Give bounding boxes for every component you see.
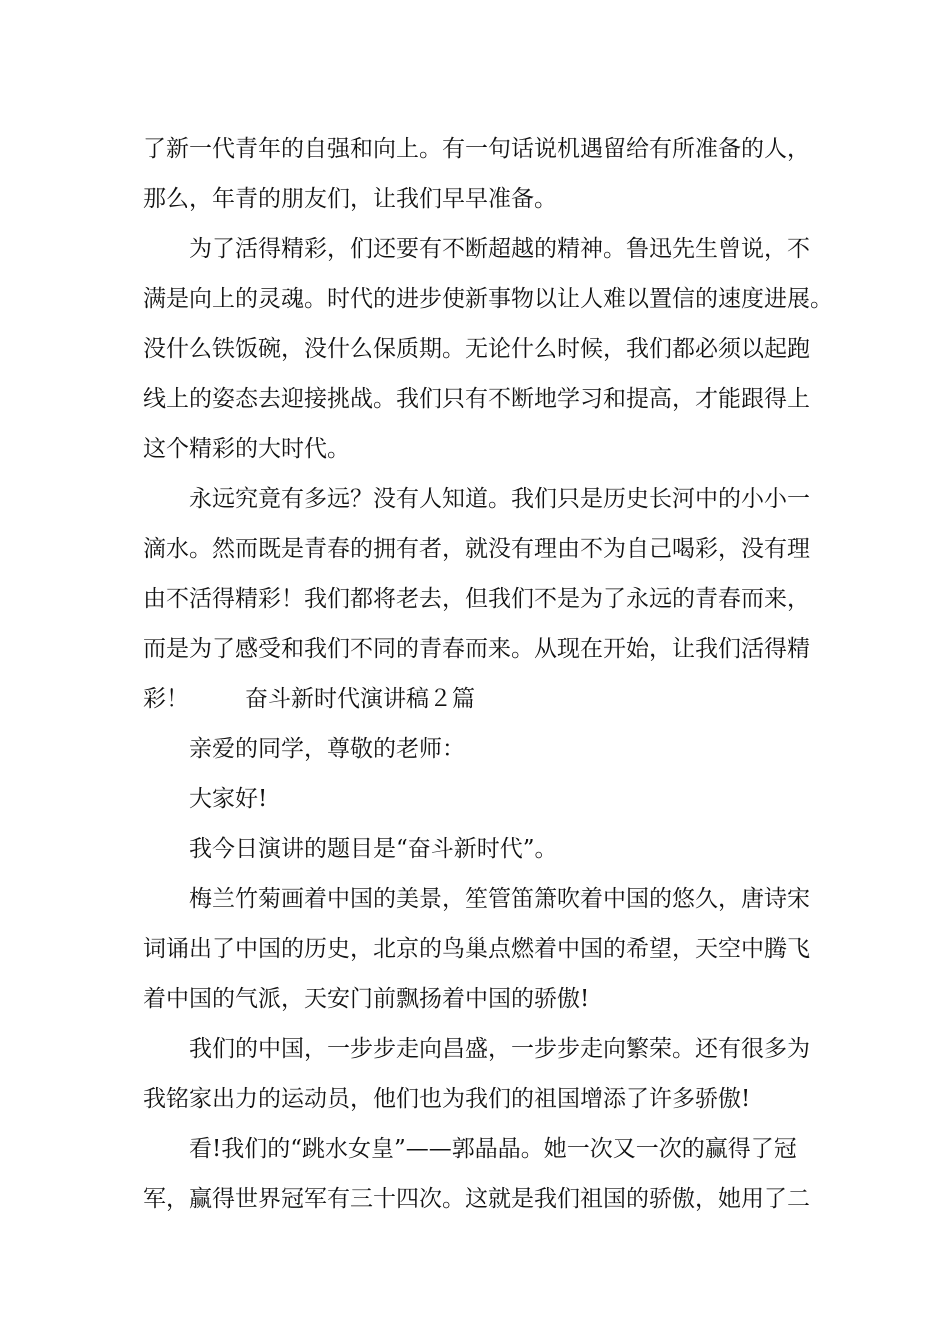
paragraph-start-line: 为了活得精彩，们还要有不断超越的精神。鲁迅先生曾说，不 [189, 236, 810, 262]
paragraph-start-line: 梅兰竹菊画着中国的美景，笙管笛箫吹着中国的悠久，唐诗宋 [189, 886, 810, 912]
text-line: 我铭家出力的运动员，他们也为我们的祖国增添了许多骄傲! [143, 1086, 751, 1112]
section-heading: 奋斗新时代演讲稿２篇 [245, 686, 475, 712]
greeting-line: 大家好! [189, 786, 268, 812]
paragraph-start-line: 我今日演讲的题目是“奋斗新时代”。 [189, 836, 558, 862]
text-line: 词诵出了中国的历史，北京的鸟巢点燃着中国的希望，天空中腾飞 [143, 936, 810, 962]
text-line: 而是为了感受和我们不同的青春而来。从现在开始，让我们活得精 [143, 636, 810, 662]
text-line-with-heading [143, 674, 823, 724]
salutation-line: 亲爱的同学，尊敬的老师： [189, 736, 465, 762]
paragraph-start-line: 我们的中国，一步步走向昌盛，一步步走向繁荣。还有很多为 [189, 1036, 810, 1062]
text-line: 那么，年青的朋友们，让我们早早准备。 [143, 186, 557, 212]
text-line: 由不活得精彩！我们都将老去，但我们不是为了永远的青春而来， [143, 586, 810, 612]
text-line: 滴水。然而既是青春的拥有者，就没有理由不为自己喝彩，没有理 [143, 536, 810, 562]
text-line: 了新一代青年的自强和向上。有一句话说机遇留给有所准备的人， [143, 136, 810, 162]
text-line: 满是向上的灵魂。时代的进步使新事物以让人难以置信的速度进展。 [143, 286, 833, 312]
text-line: 这个精彩的大时代。 [143, 436, 350, 462]
text-line: 着中国的气派，天安门前飘扬着中国的骄傲! [143, 986, 590, 1012]
paragraph-start-line: 永远究竟有多远？没有人知道。我们只是历史长河中的小小一 [189, 486, 810, 512]
document-body [143, 124, 833, 1224]
text-line: 线上的姿态去迎接挑战。我们只有不断地学习和提高，才能跟得上 [143, 386, 810, 412]
text-line: 军，赢得世界冠军有三十四次。这就是我们祖国的骄傲，她用了二 [143, 1186, 810, 1212]
paragraph-tail: 彩！ [143, 686, 189, 712]
text-line: 没什么铁饭碗，没什么保质期。无论什么时候，我们都必须以起跑 [143, 336, 810, 362]
paragraph-start-line: 看!我们的“跳水女皇”——郭晶晶。她一次又一次的赢得了冠 [189, 1136, 797, 1162]
